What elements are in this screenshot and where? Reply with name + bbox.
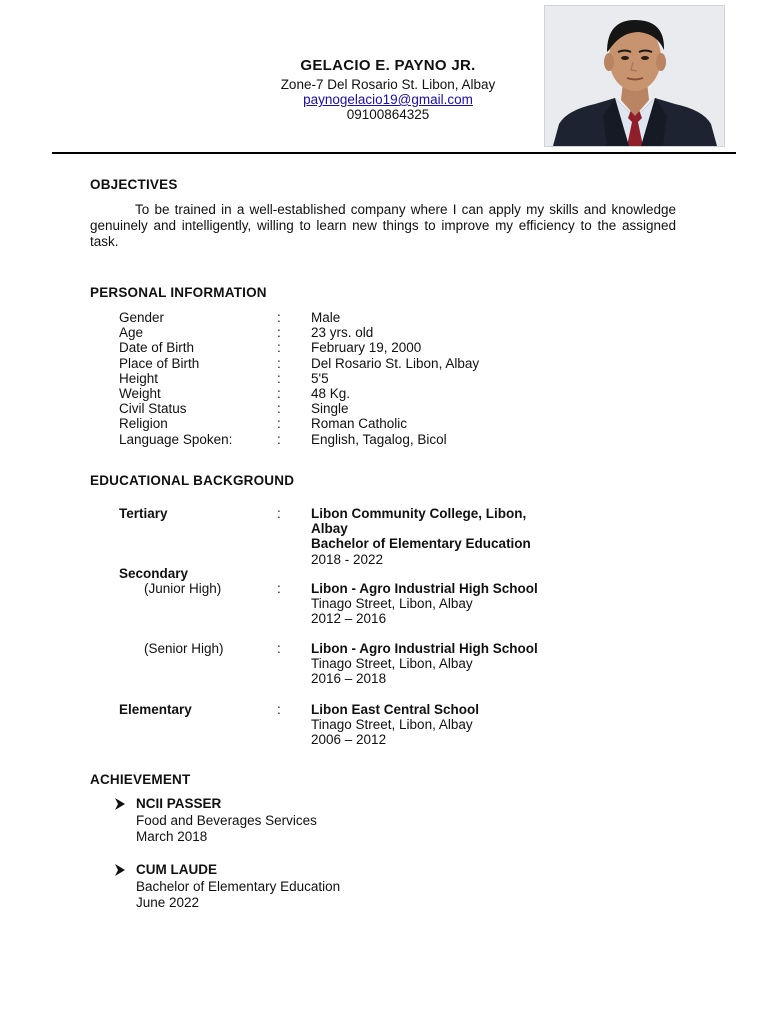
personal-info-value: Male <box>311 310 341 325</box>
personal-info-value: 48 Kg. <box>311 386 351 401</box>
junior-high-details <box>311 581 571 627</box>
personal-info-row <box>119 325 619 340</box>
elementary-school: Libon East Central School <box>311 702 480 717</box>
colon-separator: : <box>277 641 281 656</box>
personal-info-heading: PERSONAL INFORMATION <box>90 285 267 300</box>
achievement-detail: Food and Beverages Services <box>136 812 317 828</box>
achievement-detail: Bachelor of Elementary Education <box>136 878 341 894</box>
personal-info-value: 5'5 <box>311 370 329 386</box>
personal-info-label: Place of Birth <box>119 355 200 371</box>
tertiary-years: 2018 - 2022 <box>311 551 384 567</box>
colon-separator: : <box>277 370 281 386</box>
objectives-heading: OBJECTIVES <box>90 177 178 192</box>
address: Zone-7 Del Rosario St. Libon, Albay <box>280 77 496 92</box>
personal-info-label: Height <box>119 370 159 386</box>
personal-info-label: Religion <box>119 416 168 432</box>
header-divider <box>52 152 736 154</box>
resume-header <box>228 57 548 122</box>
applicant-name: GELACIO E. PAYNO JR. <box>300 57 476 74</box>
senior-high-label: (Senior High) <box>144 641 224 656</box>
personal-info-label: Gender <box>119 310 165 325</box>
arrow-bullet-icon <box>113 797 129 816</box>
personal-info-value: February 19, 2000 <box>311 340 422 356</box>
junior-high-address: Tinago Street, Libon, Albay <box>311 596 473 612</box>
education-heading: EDUCATIONAL BACKGROUND <box>90 473 295 488</box>
personal-info-row <box>119 371 619 386</box>
tertiary-school-line1: Libon Community College, Libon, <box>311 506 527 521</box>
personal-info-value: Del Rosario St. Libon, Albay <box>311 355 480 371</box>
personal-info-row <box>119 340 619 355</box>
personal-info-label: Age <box>119 325 144 341</box>
achievement-item <box>113 796 317 846</box>
senior-high-years: 2016 – 2018 <box>311 671 387 687</box>
personal-info-value: Single <box>311 401 349 417</box>
elementary-label: Elementary <box>119 702 192 717</box>
colon-separator: : <box>277 431 281 447</box>
personal-info-row <box>119 310 619 325</box>
achievement-heading: ACHIEVEMENT <box>90 772 191 787</box>
portrait-photo <box>544 5 725 147</box>
objectives-text: To be trained in a well-established company where I can apply my skills and knowledge genuinely and intelligently, willing to learn new things to improve my efficiency to the assigned task. <box>90 202 676 249</box>
colon-separator: : <box>277 506 281 521</box>
personal-info-value: 23 yrs. old <box>311 325 374 341</box>
colon-separator: : <box>277 325 281 341</box>
personal-info-label: Date of Birth <box>119 340 195 356</box>
achievement-item <box>113 862 340 912</box>
email-link[interactable]: paynogelacio19@gmail.com <box>303 92 473 107</box>
colon-separator: : <box>277 401 281 417</box>
senior-high-address: Tinago Street, Libon, Albay <box>311 656 473 672</box>
personal-info-value: Roman Catholic <box>311 416 408 432</box>
elementary-years: 2006 – 2012 <box>311 732 387 748</box>
achievement-title: CUM LAUDE <box>136 862 217 877</box>
personal-info-value: English, Tagalog, Bicol <box>311 431 447 447</box>
secondary-label: Secondary <box>119 566 189 581</box>
colon-separator: : <box>277 386 281 401</box>
colon-separator: : <box>277 581 281 596</box>
colon-separator: : <box>277 340 281 356</box>
junior-high-label: (Junior High) <box>144 581 222 596</box>
tertiary-school-line2: Albay <box>311 521 348 537</box>
personal-info-row <box>119 386 619 401</box>
elementary-details <box>311 702 571 748</box>
phone-number: 09100864325 <box>346 107 430 122</box>
personal-info-label: Weight <box>119 386 161 401</box>
colon-separator: : <box>277 416 281 432</box>
senior-high-school: Libon - Agro Industrial High School <box>311 641 538 656</box>
personal-info-row <box>119 401 619 416</box>
tertiary-label: Tertiary <box>119 506 168 521</box>
colon-separator: : <box>277 355 281 371</box>
arrow-bullet-icon <box>113 863 129 882</box>
personal-info-label: Language Spoken: <box>119 431 233 447</box>
junior-high-school: Libon - Agro Industrial High School <box>311 581 538 596</box>
personal-info-label: Civil Status <box>119 401 187 417</box>
colon-separator: : <box>277 702 281 717</box>
senior-high-details <box>311 641 571 687</box>
achievement-title: NCII PASSER <box>136 796 222 811</box>
personal-info-row <box>119 432 619 447</box>
tertiary-details <box>311 506 571 567</box>
elementary-address: Tinago Street, Libon, Albay <box>311 717 473 733</box>
junior-high-years: 2012 – 2016 <box>311 611 387 627</box>
personal-info-row <box>119 416 619 431</box>
achievement-date: June 2022 <box>136 895 200 910</box>
achievement-date: March 2018 <box>136 829 208 844</box>
personal-info-row <box>119 356 619 371</box>
tertiary-degree: Bachelor of Elementary Education <box>311 536 531 552</box>
colon-separator: : <box>277 310 281 325</box>
